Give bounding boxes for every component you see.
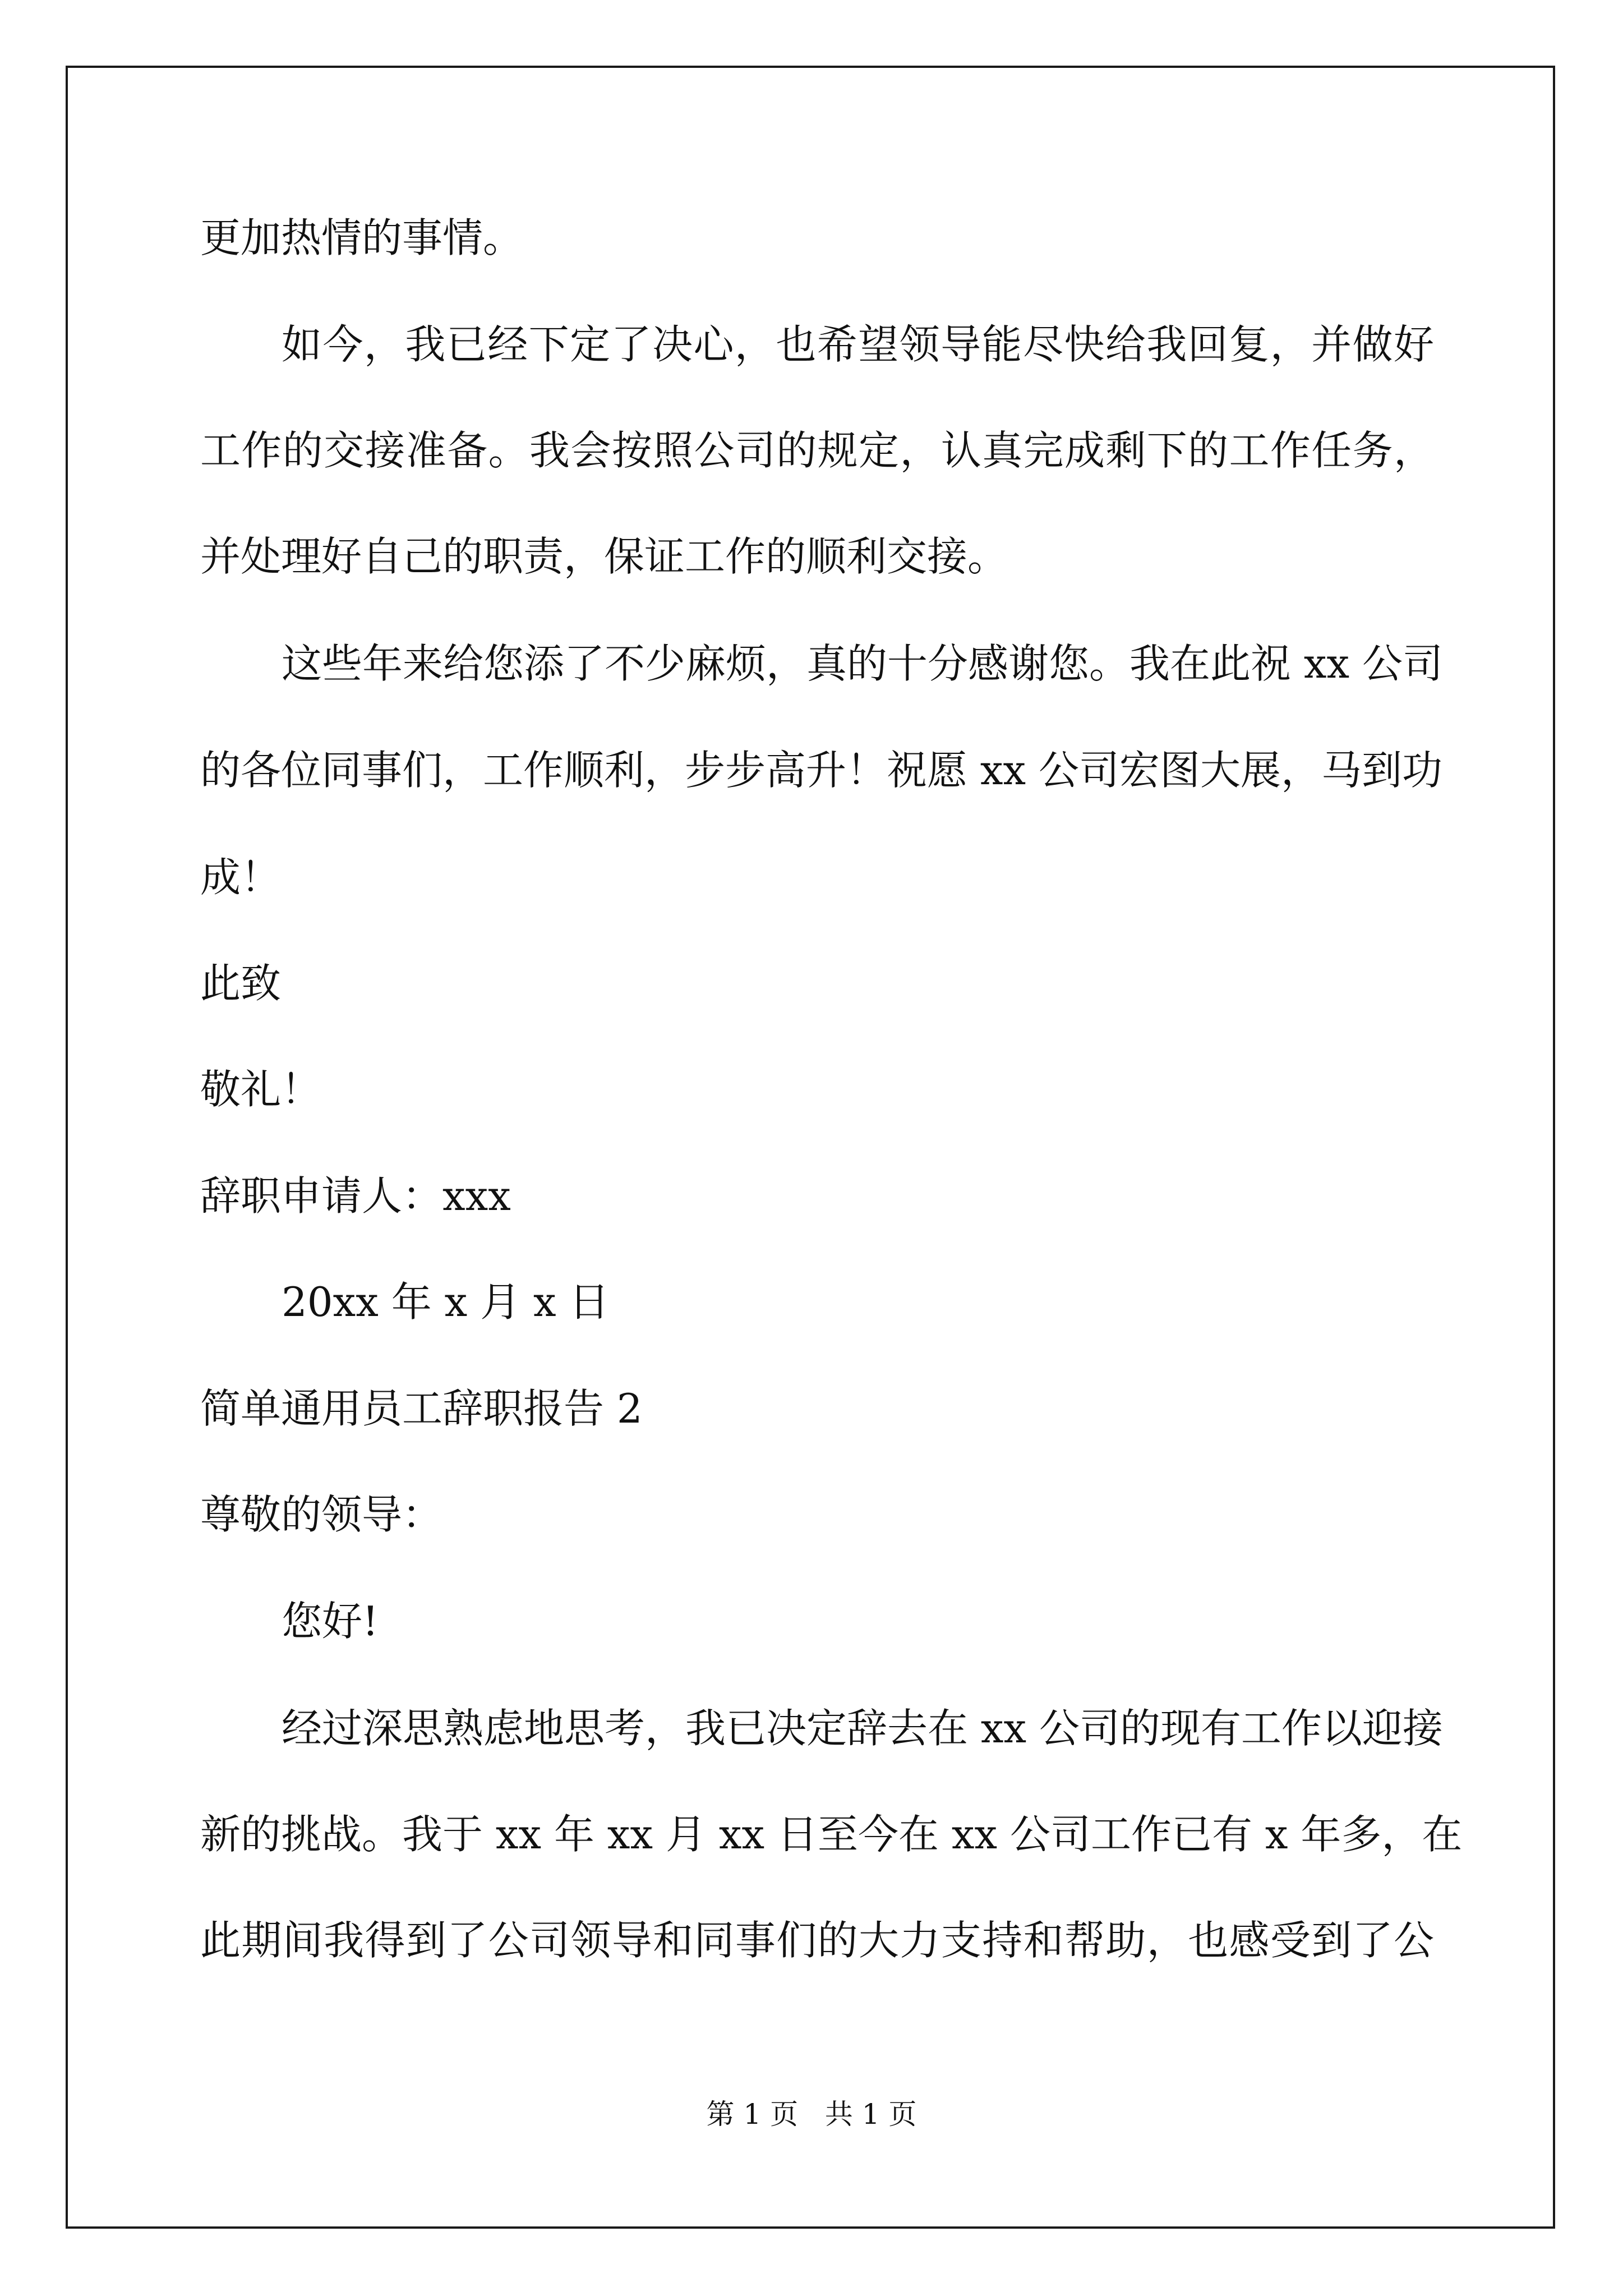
text-line-15: 经过深思熟虑地思考，我已决定辞去在 xx 公司的现有工作以迎接 xyxy=(282,1705,1443,1752)
text-line-8: 此致 xyxy=(200,960,282,1007)
text-line-7: 成！ xyxy=(200,854,282,901)
text-line-9: 敬礼！ xyxy=(200,1066,322,1113)
text-line-16: 新的挑战。我于 xx 年 xx 月 xx 日至今在 xx 公司工作已有 x 年多，在 xyxy=(200,1811,1463,1858)
date-line: 20xx 年 x 月 x 日 xyxy=(282,1278,610,1326)
page-footer: 第 1 页 共 1 页 xyxy=(706,2098,917,2131)
section-heading: 简单通用员工辞职报告 2 xyxy=(200,1385,643,1432)
salutation: 尊敬的领导： xyxy=(200,1491,443,1538)
text-line-4: 并处理好自己的职责，保证工作的顺利交接。 xyxy=(200,533,1008,580)
page-border xyxy=(66,66,1555,2229)
text-line-6: 的各位同事们，工作顺利，步步高升！祝愿 xx 公司宏图大展，马到功 xyxy=(200,747,1442,794)
text-line-3: 工作的交接准备。我会按照公司的规定，认真完成剩下的工作任务， xyxy=(200,427,1434,474)
text-line-1: 更加热情的事情。 xyxy=(200,214,524,261)
text-line-2: 如今，我已经下定了决心，也希望领导能尽快给我回复，并做好 xyxy=(282,321,1434,368)
text-line-5: 这些年来给您添了不少麻烦，真的十分感谢您。我在此祝 xx 公司 xyxy=(282,640,1443,687)
text-line-17: 此期间我得到了公司领导和同事们的大力支持和帮助，也感受到了公 xyxy=(200,1917,1434,1964)
signature-line: 辞职申请人：xxx xyxy=(200,1172,511,1220)
greeting: 您好! xyxy=(282,1598,379,1645)
